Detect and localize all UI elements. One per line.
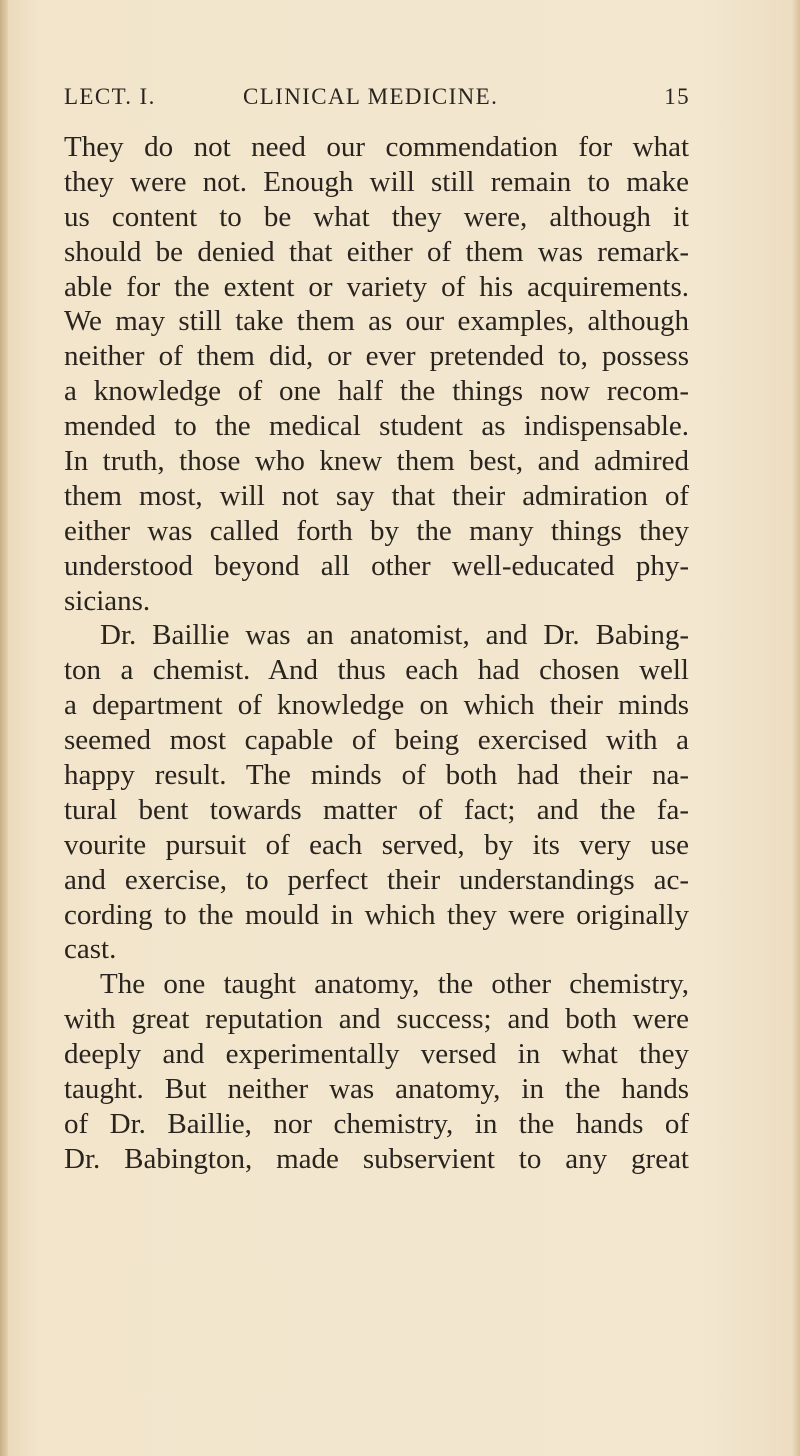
text-line: a department of knowledge on which their minds (64, 689, 689, 722)
text-line: happy result. The minds of both had their na- (64, 759, 689, 792)
text-line: understood beyond all other well-educated phy- (64, 549, 689, 582)
body-text (64, 130, 689, 1177)
text-line: either was called forth by the many things they (64, 514, 689, 547)
book-title: CLINICAL MEDICINE. (243, 84, 499, 109)
text-line: and exercise, to perfect their understandings ac- (64, 863, 689, 896)
text-line: ton a chemist. And thus each had chosen well (64, 654, 689, 687)
text-line: Dr. Baillie was an anatomist, and Dr. Babing- (100, 619, 689, 652)
page-edge-shadow (790, 0, 800, 1456)
text-line: a knowledge of one half the things now recom- (64, 375, 689, 408)
text-line: taught. But neither was anatomy, in the hands (64, 1073, 689, 1106)
paragraph-1 (64, 130, 689, 618)
paragraph-2 (64, 618, 689, 967)
text-line: tural bent towards matter of fact; and the fa- (64, 793, 689, 826)
text-line: We may still take them as our examples, although (64, 305, 689, 338)
page-gutter-shadow (0, 0, 8, 1456)
text-line: cast. (64, 933, 117, 966)
text-line: them most, will not say that their admiration of (64, 479, 689, 512)
running-head (64, 84, 690, 118)
text-line: The one taught anatomy, the other chemistry, (100, 968, 689, 1001)
text-line: with great reputation and success; and both were (64, 1003, 689, 1036)
text-line: us content to be what they were, although it (64, 200, 689, 233)
text-line: neither of them did, or ever pretended to, possess (64, 340, 689, 373)
text-line: In truth, those who knew them best, and admired (64, 445, 689, 478)
paragraph-3 (64, 967, 689, 1176)
text-line: of Dr. Baillie, nor chemistry, in the hands of (64, 1107, 689, 1140)
text-line: They do not need our commendation for what (64, 131, 689, 163)
lecture-label: LECT. I. (64, 84, 156, 109)
text-line: seemed most capable of being exercised with a (64, 724, 689, 757)
text-line: vourite pursuit of each served, by its very use (64, 828, 689, 861)
text-line: able for the extent or variety of his acquirements. (64, 270, 689, 303)
text-line: they were not. Enough will still remain to make (64, 165, 689, 198)
text-line: should be denied that either of them was remark- (64, 235, 689, 268)
text-line: sicians. (64, 584, 151, 617)
page-number: 15 (664, 84, 690, 109)
text-line: mended to the medical student as indispensable. (64, 410, 689, 443)
text-line: Dr. Babington, made subservient to any great (64, 1142, 689, 1175)
text-line: cording to the mould in which they were originally (64, 898, 689, 931)
text-line: deeply and experimentally versed in what they (64, 1038, 689, 1071)
